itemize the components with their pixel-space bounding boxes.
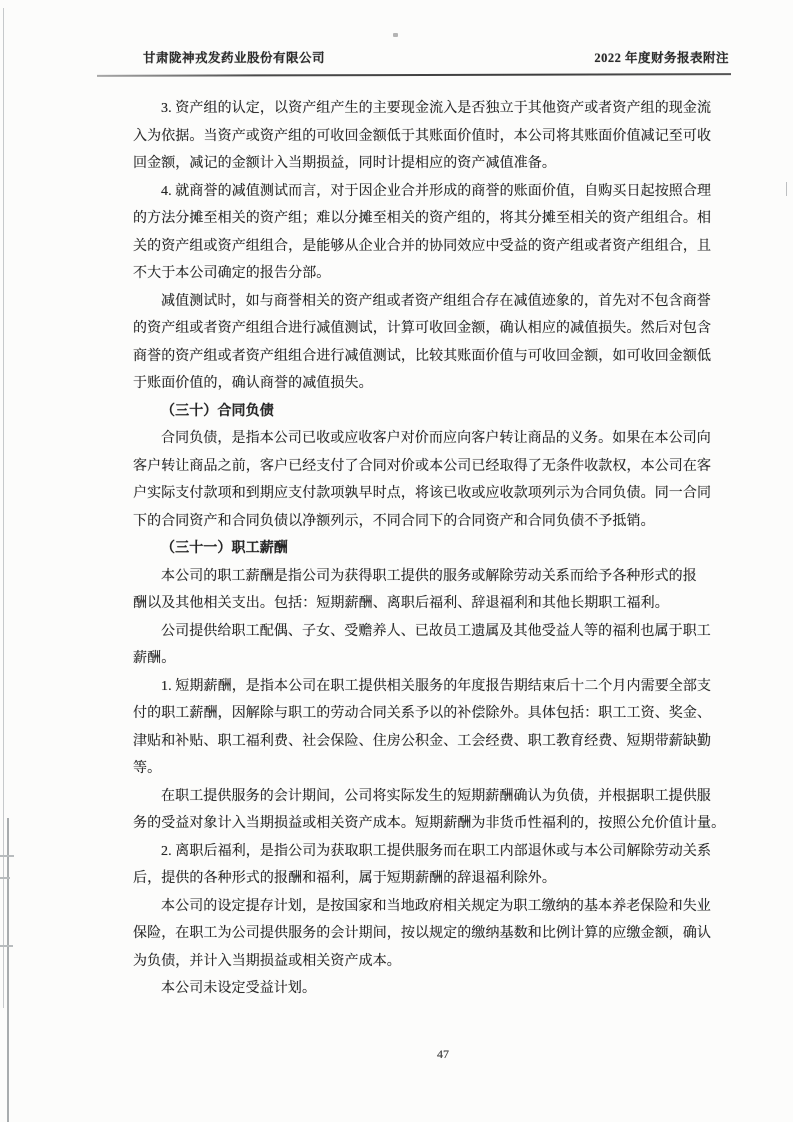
text-line: 合同负债，是指本公司已收或应收客户对价而应向客户转让商品的义务。如果在本公司向: [161, 431, 711, 446]
text-line: 的资产组或者资产组组合进行减值测试，计算可收回金额，确认相应的减值损失。然后对包含: [133, 321, 712, 336]
text-line: 入为依据。当资产或资产组的可收回金额低于其账面价值时，本公司将其账面价值减记至可收: [133, 128, 712, 144]
text-line: 不大于本公司确定的报告分部。: [133, 266, 331, 281]
paragraph: [133, 95, 711, 178]
section-heading: [133, 398, 711, 426]
header-rule-line: [97, 73, 731, 77]
scan-edge-line-right: [786, 182, 787, 196]
paragraph: [133, 618, 711, 673]
text-line: 等。: [133, 761, 162, 776]
scan-edge-tick: [0, 855, 14, 857]
document-body: [133, 95, 726, 1003]
text-line: 薪酬。: [133, 651, 176, 666]
text-line: 在职工提供服务的会计期间，公司将实际发生的短期薪酬确认为负债，并根据职工提供服: [161, 788, 711, 804]
text-line: 4. 就商誉的减值测试而言，对于因企业合并形成的商誉的账面价值，自购买日起按照合理: [161, 183, 712, 199]
scan-speck: [393, 33, 398, 37]
text-line: 户实际支付款项和到期应支付款项孰早时点，将该已收或应收款项列示为合同负债。同一合同: [133, 486, 712, 501]
text-line: 于账面价值的，确认商誉的减值损失。: [133, 376, 373, 391]
text-line: 后，提供的各种形式的报酬和福利，属于短期薪酬的辞退福利除外。: [133, 871, 556, 886]
text-line: 保险，在职工为公司提供服务的会计期间，按以规定的缴纳基数和比例计算的应缴金额，确认: [133, 926, 712, 941]
paragraph: [133, 563, 711, 618]
header-document-title: 2022 年度财务报表附注: [594, 51, 729, 65]
text-line: 2. 离职后福利，是指公司为获取职工提供服务而在职工内部退休或与本公司解除劳动关系: [161, 843, 712, 859]
scan-edge-line-left: [3, 8, 4, 1008]
text-line: 本公司的设定提存计划，是按国家和当地政府相关规定为职工缴纳的基本养老保险和失业: [161, 898, 711, 914]
text-line: 下的合同资产和合同负债以净额列示，不同合同下的合同资产和合同负债不予抵销。: [133, 513, 655, 529]
text-line: 务的受益对象计入当期损益或相关资产成本。短期薪酬为非货币性福利的，按照公允价值计量。: [133, 816, 726, 831]
paragraph: [133, 838, 711, 893]
text-line: 公司提供给职工配偶、子女、受赡养人、已故员工遗属及其他受益人等的福利也属于职工: [161, 623, 711, 639]
text-line: 本公司未设定受益计划。: [161, 981, 317, 996]
text-line: 减值测试时，如与商誉相关的资产组或者资产组组合存在减值迹象的，首先对不包含商誉: [161, 293, 711, 309]
text-line: （三十）合同负债: [161, 403, 274, 419]
text-line: 津贴和补贴、职工福利费、社会保险、住房公积金、工会经费、职工教育经费、短期带薪缺勤: [133, 733, 712, 749]
header-company-name: 甘肃陇神戎发药业股份有限公司: [143, 51, 326, 65]
text-line: 3. 资产组的认定，以资产组产生的主要现金流入是否独立于其他资产或者资产组的现金流: [161, 101, 712, 116]
paragraph: [133, 288, 711, 398]
text-line: 商誉的资产组或者资产组组合进行减值测试，比较其账面价值与可收回金额，如可收回金额低: [133, 348, 712, 364]
scan-edge-tick: [0, 945, 13, 947]
text-line: 的方法分摊至相关的资产组；难以分摊至相关的资产组的，将其分摊至相关的资产组组合。相: [133, 211, 712, 226]
text-line: 本公司的职工薪酬是指公司为获得职工提供的服务或解除劳动关系而给予各种形式的报: [161, 568, 697, 584]
paragraph: [133, 673, 711, 783]
text-line: 付的职工薪酬，因解除与职工的劳动合同关系予以的补偿除外。具体包括：职工工资、奖金、: [133, 706, 712, 721]
text-line: 1. 短期薪酬，是指本公司在职工提供相关服务的年度报告期结束后十二个月内需要全部支: [161, 678, 712, 694]
scan-edge-line-left-dark: [7, 818, 9, 1122]
text-line: 为负债，并计入当期损益或相关资产成本。: [133, 953, 401, 969]
text-line: 关的资产组或资产组组合，是能够从企业合并的协同效应中受益的资产组或者资产组组合，且: [133, 238, 712, 254]
scan-edge-tick: [0, 877, 10, 879]
paragraph: [133, 425, 711, 535]
text-line: 酬以及其他相关支出。包括：短期薪酬、离职后福利、辞退福利和其他长期职工福利。: [133, 596, 669, 611]
paragraph: [133, 893, 711, 976]
text-line: 客户转让商品之前，客户已经支付了合同对价或本公司已经取得了无条件收款权，本公司在客: [133, 458, 712, 474]
paragraph: [133, 975, 711, 1003]
section-heading: [133, 535, 711, 563]
page-number: 47: [437, 1047, 449, 1061]
paragraph: [133, 783, 726, 838]
paragraph: [133, 178, 711, 288]
text-line: （三十一）职工薪酬: [161, 541, 288, 556]
text-line: 回金额，减记的金额计入当期损益，同时计提相应的资产减值准备。: [133, 156, 556, 171]
